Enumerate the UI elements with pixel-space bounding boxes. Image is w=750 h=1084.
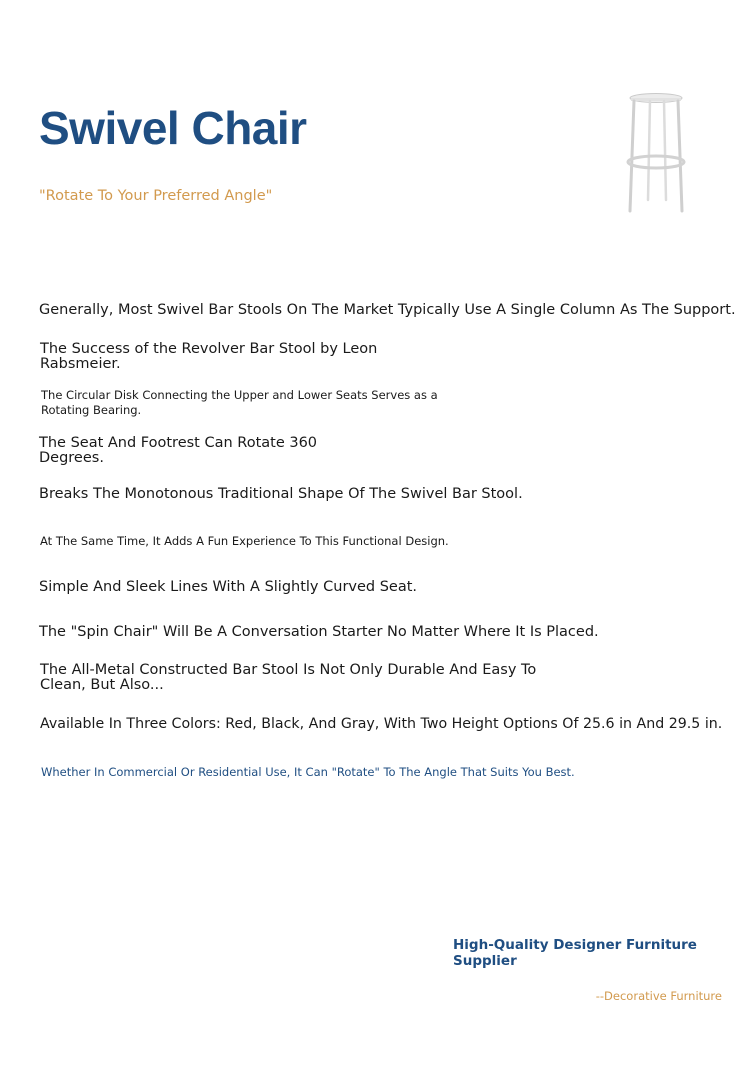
- body-line-4: The Seat And Footrest Can Rotate 360 Degrees.: [39, 435, 318, 466]
- body-line-8: The "Spin Chair" Will Be A Conversation Starter No Matter Where It Is Placed.: [39, 624, 599, 640]
- closing-note: Whether In Commercial Or Residential Use, It Can "Rotate" To The Angle That Suits You Best.: [41, 765, 575, 779]
- body-line-7: Simple And Sleek Lines With A Slightly Curved Seat.: [39, 579, 418, 595]
- body-line-9: The All-Metal Constructed Bar Stool Is Not Only Durable And Easy To Clean, But Also...: [40, 662, 537, 693]
- body-line-5: Breaks The Monotonous Traditional Shape Of The Swivel Bar Stool.: [39, 486, 523, 502]
- body-line-1: Generally, Most Swivel Bar Stools On The Market Typically Use A Single Column As The Support.: [39, 302, 736, 318]
- brand-signature: --Decorative Furniture: [595, 989, 722, 1003]
- body-line-10: Available In Three Colors: Red, Black, And Gray, With Two Height Options Of 25.6 in And 29.5 in.: [40, 716, 723, 732]
- body-line-3: The Circular Disk Connecting the Upper and Lower Seats Serves as a Rotating Bearing.: [41, 388, 438, 417]
- bar-stool-icon: [620, 90, 692, 216]
- page-title: Swivel Chair: [39, 102, 307, 154]
- page-subtitle: "Rotate To Your Preferred Angle": [39, 188, 273, 204]
- supplier-tagline: High-Quality Designer Furniture Supplier: [453, 937, 697, 969]
- body-line-2: The Success of the Revolver Bar Stool by Leon Rabsmeier.: [40, 341, 378, 372]
- body-line-6: At The Same Time, It Adds A Fun Experience To This Functional Design.: [40, 534, 449, 548]
